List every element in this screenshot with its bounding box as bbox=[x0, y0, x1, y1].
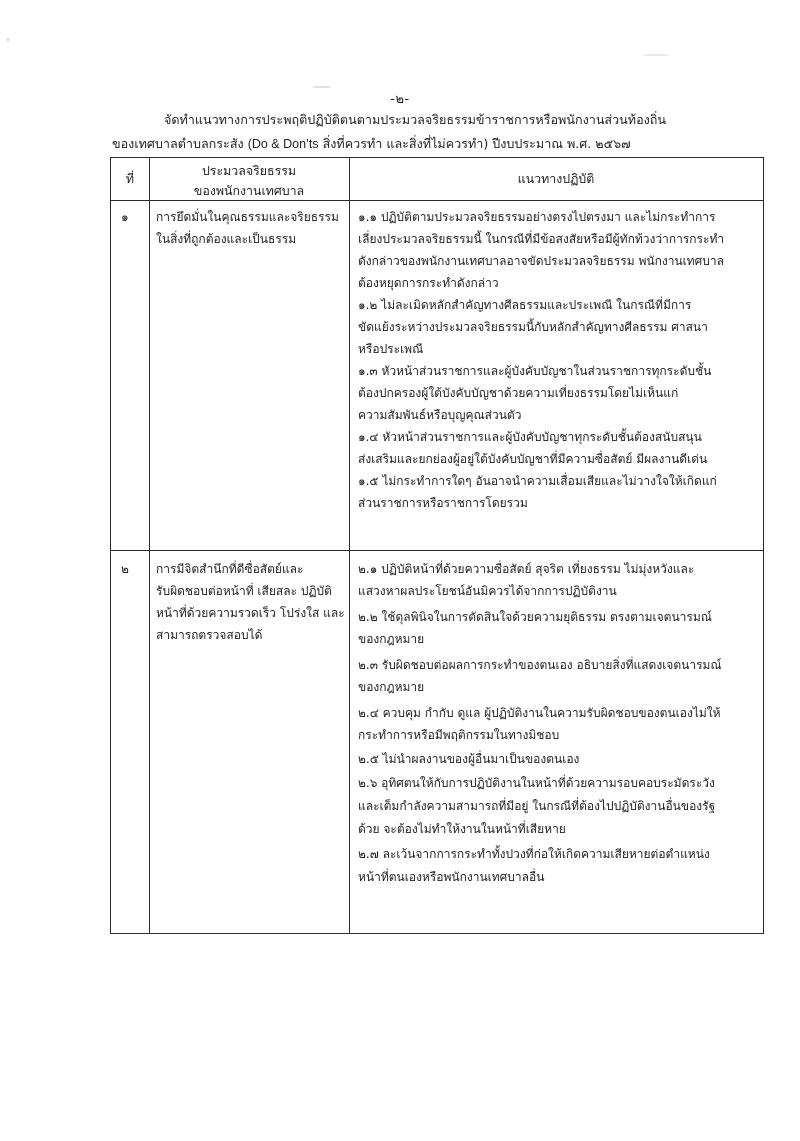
row-2-guideline-line: ๒.๓ รับผิดชอบต่อผลการกระทำของตนเอง อธิบายสิ่งที่แสดงเจตนารมณ์ bbox=[358, 658, 722, 672]
row-1-guideline-line: ต้องปกครองผู้ใต้บังคับบัญชาด้วยความเที่ยงธรรมโดยไม่เห็นแก่ bbox=[358, 386, 679, 400]
header-guideline: แนวทางปฏิบัติ bbox=[517, 171, 595, 186]
row-2-guideline-line: กระทำการหรือมีพฤติกรรมในทางมิชอบ bbox=[358, 728, 560, 742]
row-1-guideline-line: ส่วนราชการหรือราชการโดยรวม bbox=[358, 496, 528, 510]
row-1-guideline-line: ๑.๓ หัวหน้าส่วนราชการและผู้บังคับบัญชาในส่วนราชการทุกระดับชั้น bbox=[358, 364, 712, 378]
row-1-guideline-line: ๑.๔ หัวหน้าส่วนราชการและผู้บังคับบัญชาทุกระดับชั้นต้องสนับสนุน bbox=[358, 430, 702, 444]
scan-speck bbox=[7, 38, 9, 41]
row-2-guideline-line: ๒.๖ อุทิศตนให้กับการปฏิบัติงานในหน้าที่ด้วยความรอบคอบระมัดระวัง bbox=[358, 776, 715, 790]
document-title-line-1: จัดทำแนวทางการประพฤติปฏิบัติตนตามประมวลจริยธรรมข้าราชการหรือพนักงานส่วนท้องถิ่น bbox=[163, 112, 667, 127]
header-no: ที่ bbox=[125, 171, 135, 186]
row-1-ethics-line-1: การยึดมั่นในคุณธรรมและจริยธรรม bbox=[156, 210, 339, 224]
row-1-guideline-line: เลี่ยงประมวลจริยธรรมนี้ ในกรณีที่มีข้อสงสัยหรือมีผู้ทักท้วงว่าการกระทำ bbox=[358, 232, 725, 246]
row-1-guideline-line: ดังกล่าวของพนักงานเทศบาลอาจขัดประมวลจริยธรรม พนักงานเทศบาล bbox=[358, 254, 724, 268]
title-dos-donts: (Do & Don’ts bbox=[247, 137, 319, 151]
row-divider bbox=[111, 550, 763, 551]
header-ethics-line-2: ของพนักงานเทศบาล bbox=[193, 183, 305, 198]
row-2-guideline-line: ๒.๒ ใช้ดุลพินิจในการตัดสินใจด้วยความยุติธรรม ตรงตามเจตนารมณ์ bbox=[358, 610, 712, 624]
row-1-guideline-line: ต้องหยุดการกระทำดังกล่าว bbox=[358, 276, 499, 290]
row-2-guideline-line: แสวงหาผลประโยชน์อันมิควรได้จากการปฏิบัติงาน bbox=[358, 584, 617, 598]
row-1-guideline-line: ๑.๕ ไม่กระทำการใดๆ อันอาจนำความเสื่อมเสียและไม่วางใจให้เกิดแก่ bbox=[358, 474, 717, 488]
row-2-ethics-line-2: รับผิดชอบต่อหน้าที่ เสียสละ ปฏิบัติ bbox=[156, 584, 332, 598]
row-1-number: ๑ bbox=[121, 210, 129, 224]
row-1-guideline-line: ส่งเสริมและยกย่องผู้อยู่ใต้บังคับบัญชาที่มีความซื่อสัตย์ มีผลงานดีเด่น bbox=[358, 452, 708, 466]
row-2-guideline-line: และเต็มกำลังความสามารถที่มีอยู่ ในกรณีที่ต้องไปปฏิบัติงานอื่นของรัฐ bbox=[358, 799, 716, 813]
scan-speck bbox=[642, 54, 670, 56]
row-2-guideline-line: ด้วย จะต้องไม่ทำให้งานในหน้าที่เสียหาย bbox=[358, 822, 566, 836]
row-2-guideline-line: ของกฎหมาย bbox=[358, 632, 425, 646]
row-2-guideline-line: ๒.๗ ละเว้นจากการกระทำทั้งปวงที่ก่อให้เกิดความเสียหายต่อตำแหน่ง bbox=[358, 847, 710, 861]
row-1-guideline-line: ๑.๑ ปฏิบัติตามประมวลจริยธรรมอย่างตรงไปตรงมา และไม่กระทำการ bbox=[358, 210, 716, 224]
row-2-guideline-line: ของกฎหมาย bbox=[358, 680, 425, 694]
column-divider-1 bbox=[149, 158, 150, 933]
title-org: ของเทศบาลตำบลกระสัง bbox=[112, 136, 244, 151]
row-2-ethics-line-4: สามารถตรวจสอบได้ bbox=[156, 628, 263, 642]
row-1-ethics-line-2: ในสิ่งที่ถูกต้องและเป็นธรรม bbox=[156, 232, 297, 246]
row-1-guideline-line: ความสัมพันธ์หรือบุญคุณส่วนตัว bbox=[358, 408, 522, 422]
row-1-guideline-line: ๑.๒ ไม่ละเมิดหลักสำคัญทางศีลธรรมและประเพณี ในกรณีที่มีการ bbox=[358, 298, 692, 312]
row-2-guideline-line: ๒.๑ ปฏิบัติหน้าที่ด้วยความซื่อสัตย์ สุจริต เที่ยงธรรม ไม่มุ่งหวังและ bbox=[358, 562, 695, 576]
column-divider-2 bbox=[349, 158, 350, 933]
row-2-guideline-line: ๒.๔ ควบคุม กำกับ ดูแล ผู้ปฏิบัติงานในความรับผิดชอบของตนเองไม่ให้ bbox=[358, 706, 721, 720]
ethics-guideline-table bbox=[110, 157, 764, 934]
page-number: -๒- bbox=[390, 92, 410, 107]
row-1-guideline-line: หรือประเพณี bbox=[358, 342, 424, 356]
row-2-ethics-line-3: หน้าที่ด้วยความรวดเร็ว โปร่งใส และ bbox=[156, 606, 345, 620]
title-fiscal-year: สิ่งที่ควรทำ และสิ่งที่ไม่ควรทำ) ปีงบประมาณ พ.ศ. ๒๕๖๗ bbox=[322, 136, 631, 151]
document-title-line-2 bbox=[112, 135, 752, 153]
header-ethics-line-1: ประมวลจริยธรรม bbox=[201, 163, 297, 178]
row-2-guideline-line: ๒.๕ ไม่นำผลงานของผู้อื่นมาเป็นของตนเอง bbox=[358, 752, 580, 766]
header-divider bbox=[111, 200, 763, 201]
row-2-number: ๒ bbox=[121, 562, 129, 576]
row-2-ethics-line-1: การมีจิตสำนึกที่ดีซื่อสัตย์และ bbox=[156, 562, 304, 576]
row-2-guideline-line: หน้าที่ตนเองหรือพนักงานเทศบาลอื่น bbox=[358, 870, 545, 884]
row-1-guideline-line: ขัดแย้งระหว่างประมวลจริยธรรมนี้กับหลักสำคัญทางศีลธรรม ศาสนา bbox=[358, 320, 708, 334]
